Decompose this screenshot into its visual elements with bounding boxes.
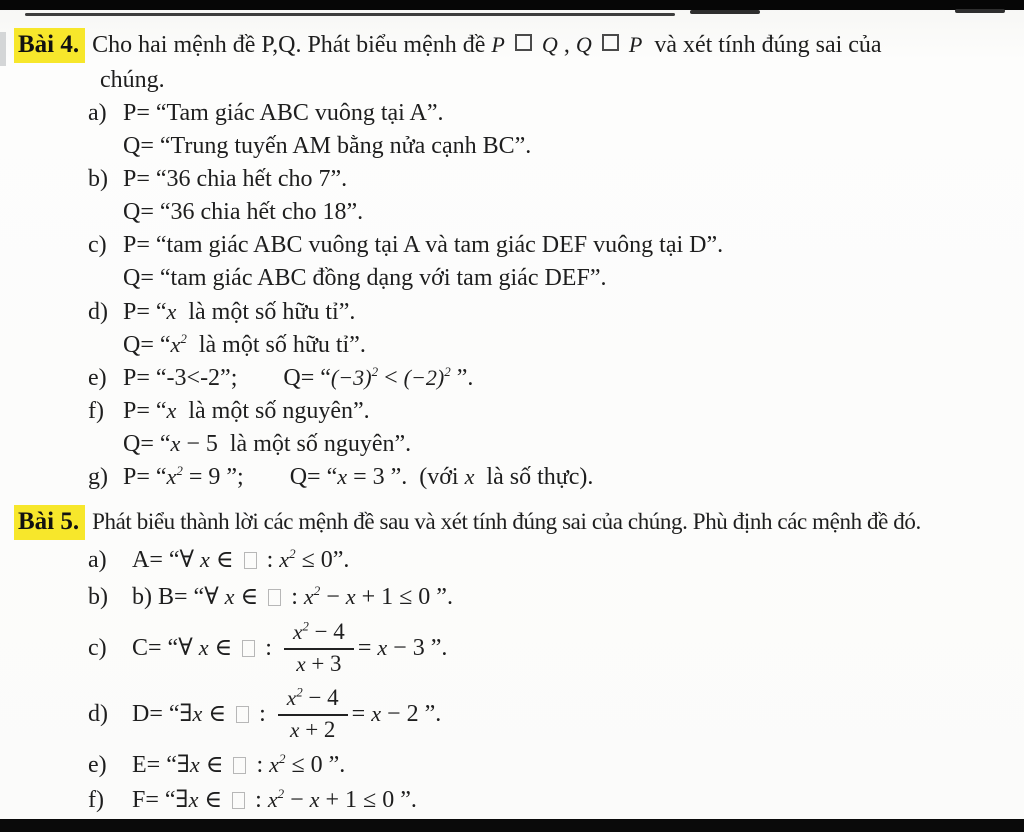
item-letter: f) [88, 787, 104, 813]
text-run: x [166, 464, 177, 489]
text-run: P= “ [123, 464, 167, 490]
document-line [0, 578, 1024, 615]
missing-glyph-box-icon [236, 706, 249, 723]
item-letter: c) [88, 232, 107, 258]
text-run: 2 [313, 583, 321, 598]
fraction-numerator [278, 685, 348, 715]
document-line [0, 97, 1024, 130]
text-run: + 1 ≤ 0 ”. [355, 584, 453, 610]
line-text [132, 787, 417, 813]
text-run: x [267, 787, 278, 812]
text-run: ∈ [202, 701, 233, 727]
text-run: − [320, 584, 346, 610]
document-line [0, 427, 1024, 460]
text-run: − 4 [308, 619, 345, 645]
text-run: Q= “tam giác ABC đồng dạng với tam giác DEF”. [123, 265, 607, 291]
line-text [100, 67, 165, 93]
text-run: < [378, 365, 404, 391]
item-letter: d) [88, 701, 108, 727]
text-run: 2 [176, 463, 183, 478]
text-run: x [166, 398, 177, 423]
text-run: E= “∃ [132, 752, 190, 778]
text-run: : [253, 701, 272, 727]
item-letter: f) [88, 398, 104, 424]
text-run: 2 [180, 331, 187, 346]
text-run: x [269, 752, 279, 777]
text-run: + 1 ≤ 0 ”. [319, 787, 417, 813]
text-run: x [337, 464, 348, 489]
text-run: ≤ 0”. [295, 547, 350, 573]
fraction-denominator [278, 716, 348, 743]
text-run [592, 32, 598, 58]
line-text [92, 509, 921, 534]
text-run: là một số nguyên”. [176, 398, 370, 424]
text-run: (−3) [330, 365, 372, 390]
document-line [0, 361, 1024, 394]
item-letter: c) [88, 635, 107, 661]
document-line [0, 782, 1024, 817]
text-run: x [286, 686, 297, 711]
fraction-numerator [284, 619, 354, 649]
text-run: P= “ [123, 398, 167, 424]
exercise-label: Bài 4. [14, 28, 85, 63]
document-line [0, 196, 1024, 229]
text-run: 2 [296, 684, 303, 700]
text-run: x [188, 787, 199, 812]
text-run: x [464, 464, 475, 489]
line-text [123, 265, 606, 291]
text-run: − 2 ”. [381, 701, 442, 727]
text-run: Q [541, 32, 558, 57]
text-run: Phát biểu thành lời các mệnh đề sau và xét tính đúng sai của chúng. Phù định các mệnh đề đó. [92, 509, 921, 534]
text-run: ∈ [198, 787, 229, 813]
text-run: P= “36 chia hết cho 7”. [123, 166, 348, 192]
math-document [0, 10, 1024, 819]
document-line [0, 615, 1024, 681]
line-text [123, 332, 366, 358]
text-run: − 3 ”. [387, 635, 448, 661]
missing-glyph-box-icon [515, 34, 532, 51]
text-run: x [290, 717, 300, 742]
document-line [0, 541, 1024, 578]
text-run: (−2) [403, 365, 445, 390]
line-text [123, 100, 443, 126]
missing-glyph-box-icon [602, 34, 619, 51]
text-run: Q= “ [283, 365, 331, 391]
document-line [0, 64, 1024, 97]
document-line [0, 262, 1024, 295]
text-run: 2 [278, 751, 286, 766]
text-run: Cho hai mệnh đề P,Q. Phát biểu mệnh đề [92, 32, 492, 58]
text-run: và xét tính đúng sai của [642, 32, 882, 58]
fraction [284, 619, 354, 677]
line-text [123, 232, 723, 258]
line-text [123, 299, 355, 325]
text-run: − [284, 787, 310, 813]
missing-glyph-box-icon [268, 589, 281, 606]
document-line [0, 328, 1024, 361]
line-text [132, 752, 345, 778]
line-text [123, 464, 593, 490]
text-run: P [491, 32, 505, 57]
text-run: = 3 ”. (với [347, 464, 465, 490]
text-run: − 4 [302, 685, 339, 711]
text-run: 2 [289, 546, 296, 561]
text-run: Q= “36 chia hết cho 18”. [123, 199, 364, 225]
bai4-header [0, 26, 1024, 64]
text-run: A= “∀ [132, 547, 201, 573]
missing-glyph-box-icon [242, 640, 255, 657]
item-letter: e) [88, 365, 107, 391]
text-run: 2 [371, 364, 379, 379]
item-letter: a) [88, 547, 107, 573]
text-run: + 2 [299, 716, 336, 742]
text-run: ∈ [208, 635, 239, 661]
line-text [123, 398, 370, 424]
text-run: Q= “ [123, 431, 171, 457]
item-letter: a) [88, 100, 107, 126]
text-run: chúng. [100, 67, 165, 93]
line-text [123, 133, 531, 159]
text-run: Q= “ [123, 332, 171, 358]
text-run: ≤ 0 ”. [285, 752, 346, 778]
text-run: x [189, 752, 200, 777]
document-line [0, 229, 1024, 262]
letterbox-bottom [0, 819, 1024, 832]
text-run: x [170, 332, 181, 357]
document-line [0, 460, 1024, 493]
text-run: ”. [450, 365, 474, 391]
bai5-header [0, 503, 1024, 541]
text-run: = 9 ”; [182, 464, 244, 490]
item-letter: g) [88, 464, 108, 490]
text-run: − 5 là một số nguyên”. [180, 431, 412, 457]
document-line [0, 681, 1024, 747]
line-text [132, 681, 441, 747]
text-run: C= “∀ [132, 635, 199, 661]
text-run: ∈ [234, 584, 265, 610]
line-text [132, 584, 453, 610]
text-run: = [351, 701, 372, 727]
document-line [0, 394, 1024, 427]
line-text [123, 166, 347, 192]
text-run: : [259, 635, 278, 661]
text-run: x [292, 620, 303, 645]
text-run: x [192, 701, 203, 726]
text-run: 2 [302, 618, 309, 634]
text-run: b) B= “∀ [132, 584, 225, 610]
text-run: x [224, 584, 235, 609]
document-line [0, 130, 1024, 163]
text-run: P= “ [123, 299, 167, 325]
line-text [123, 431, 411, 457]
text-run: là một số hữu tỉ”. [176, 299, 356, 325]
line-text [132, 547, 349, 573]
item-letter: e) [88, 752, 107, 778]
text-run: x [377, 635, 388, 660]
text-run: : [260, 547, 280, 573]
line-text [92, 32, 881, 58]
text-run: P [628, 32, 643, 57]
text-run: F= “∃ [132, 787, 189, 813]
missing-glyph-box-icon [232, 792, 245, 809]
text-run: x [296, 651, 306, 676]
fraction [278, 685, 348, 743]
missing-glyph-box-icon [244, 552, 257, 569]
text-run: P= “tam giác ABC vuông tại A và tam giác DEF vuông tại D”. [123, 232, 724, 258]
text-run: 2 [444, 364, 451, 379]
text-run: , [557, 32, 576, 58]
text-run: x [170, 431, 181, 456]
text-run: x [309, 787, 320, 812]
text-run: x [279, 547, 290, 572]
text-run: P= “Tam giác ABC vuông tại A”. [123, 100, 444, 126]
text-run: : [249, 787, 268, 813]
item-letter: d) [88, 299, 108, 325]
letterbox-top [0, 0, 1024, 10]
text-run: x [166, 299, 177, 324]
text-run: 2 [277, 786, 285, 801]
item-letter: b) [88, 166, 108, 192]
text-run: Q= “ [289, 464, 338, 490]
text-run: x [371, 701, 382, 726]
text-run: x [200, 547, 210, 572]
text-run: ∈ [209, 547, 240, 573]
text-run: Q= “Trung tuyến AM bằng nửa cạnh BC”. [123, 133, 532, 159]
text-run: x [303, 584, 314, 609]
line-text [123, 365, 473, 391]
line-text [123, 199, 363, 225]
text-run: là một số hữu tỉ”. [186, 332, 366, 358]
document-line [0, 163, 1024, 196]
text-run: ∈ [199, 752, 230, 778]
text-run: D= “∃ [132, 701, 193, 727]
text-run: x [345, 584, 356, 609]
line-text [132, 615, 447, 681]
item-letter: b) [88, 584, 108, 610]
text-run: : [250, 752, 270, 778]
text-run: là số thực). [474, 464, 594, 490]
missing-glyph-box-icon [233, 757, 246, 774]
text-run: : [285, 584, 304, 610]
text-run: + 3 [305, 650, 342, 676]
document-line [0, 295, 1024, 328]
document-line [0, 747, 1024, 782]
text-run: P= “-3<-2”; [123, 365, 238, 391]
exercise-label: Bài 5. [14, 505, 85, 540]
fraction-denominator [284, 650, 354, 677]
text-run [505, 32, 511, 58]
text-run: = [357, 635, 378, 661]
text-run: Q [575, 32, 592, 57]
text-run: x [198, 635, 209, 660]
